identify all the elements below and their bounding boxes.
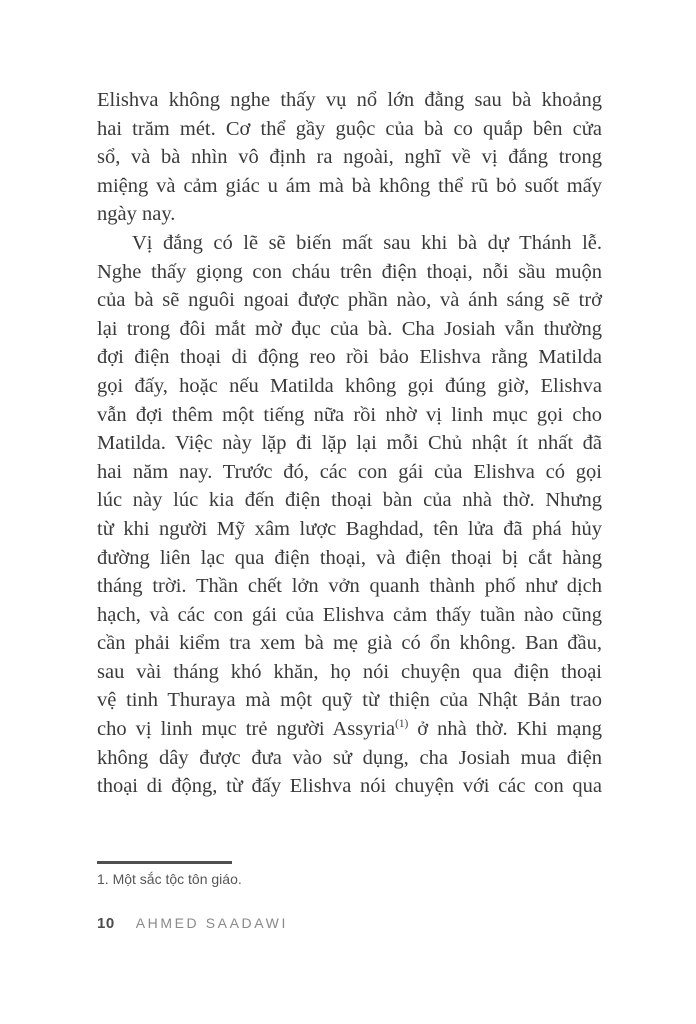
text-line: miệng và cảm giác u ám mà bà không thể rũ bỏ suốt mấy — [97, 174, 602, 197]
text-line: vẫn đợi thêm một tiếng nữa rồi nhờ vị linh mục gọi cho — [97, 403, 602, 426]
text-line: đợi điện thoại di động reo rồi bảo Elishva rằng Matilda — [97, 346, 602, 369]
running-title: AHMED SAADAWI — [135, 915, 288, 931]
text-line: của bà sẽ nguôi ngoai được phần nào, và ánh sáng sẽ trở — [97, 289, 602, 312]
text-line: lúc này lúc kia đến điện thoại bàn của nhà thờ. Nhưng — [97, 489, 602, 512]
text-line: Elishva không nghe thấy vụ nổ lớn đằng sau bà khoảng — [97, 89, 602, 111]
text-line: ngày nay. — [97, 203, 176, 226]
text-line: không dây được đưa vào sử dụng, cha Josiah mua điện — [97, 746, 602, 769]
text-line: Matilda. Việc này lặp đi lặp lại mỗi Chủ nhật ít nhất đã — [97, 432, 602, 455]
text-line: đường liên lạc qua điện thoại, và điện thoại bị cắt hàng — [97, 546, 602, 569]
text-line: vệ tinh Thuraya mà một quỹ từ thiện của Nhật Bản trao — [97, 689, 602, 712]
text-line: hạch, và các con gái của Elishva cảm thấy tuần nào cũng — [97, 603, 602, 626]
footnote: 1. Một sắc tộc tôn giáo. — [97, 871, 242, 887]
page-footer — [97, 915, 288, 932]
footnote-divider — [97, 861, 232, 864]
text-line: lại trong đôi mắt mờ đục của bà. Cha Josiah vẫn thường — [97, 317, 602, 340]
text-line: tháng trời. Thần chết lởn vởn quanh thành phố như dịch — [97, 575, 602, 598]
text-line: Vị đắng có lẽ sẽ biến mất sau khi bà dự Thánh lễ. — [132, 231, 602, 254]
text-line: hai năm nay. Trước đó, các con gái của Elishva có gọi — [97, 460, 602, 483]
text-line: gọi đấy, hoặc nếu Matilda không gọi đúng giờ, Elishva — [97, 374, 602, 397]
text-line: sau vài tháng khó khăn, họ nói chuyện qua điện thoại — [97, 660, 602, 683]
text-line: sổ, và bà nhìn vô định ra ngoài, nghĩ về vị đắng trong — [97, 146, 602, 169]
page-number: 10 — [97, 915, 115, 932]
text-line: cần phải kiểm tra xem bà mẹ già có ổn không. Ban đầu, — [97, 632, 602, 655]
body-text — [97, 86, 602, 801]
text-line: cho vị linh mục trẻ người Assyria$^{(1)}$ ở nhà thờ. Khi mạng — [97, 718, 602, 741]
footnote-ref-marker: (1) — [395, 718, 409, 731]
text-line: từ khi người Mỹ xâm lược Baghdad, tên lửa đã phá hủy — [97, 517, 602, 540]
text-line: Nghe thấy giọng con cháu trên điện thoại, nỗi sầu muộn — [97, 260, 602, 283]
text-line: hai trăm mét. Cơ thể gầy guộc của bà co quắp bên cửa — [97, 117, 602, 140]
text-line: thoại di động, từ đấy Elishva nói chuyện với các con qua — [97, 775, 602, 798]
